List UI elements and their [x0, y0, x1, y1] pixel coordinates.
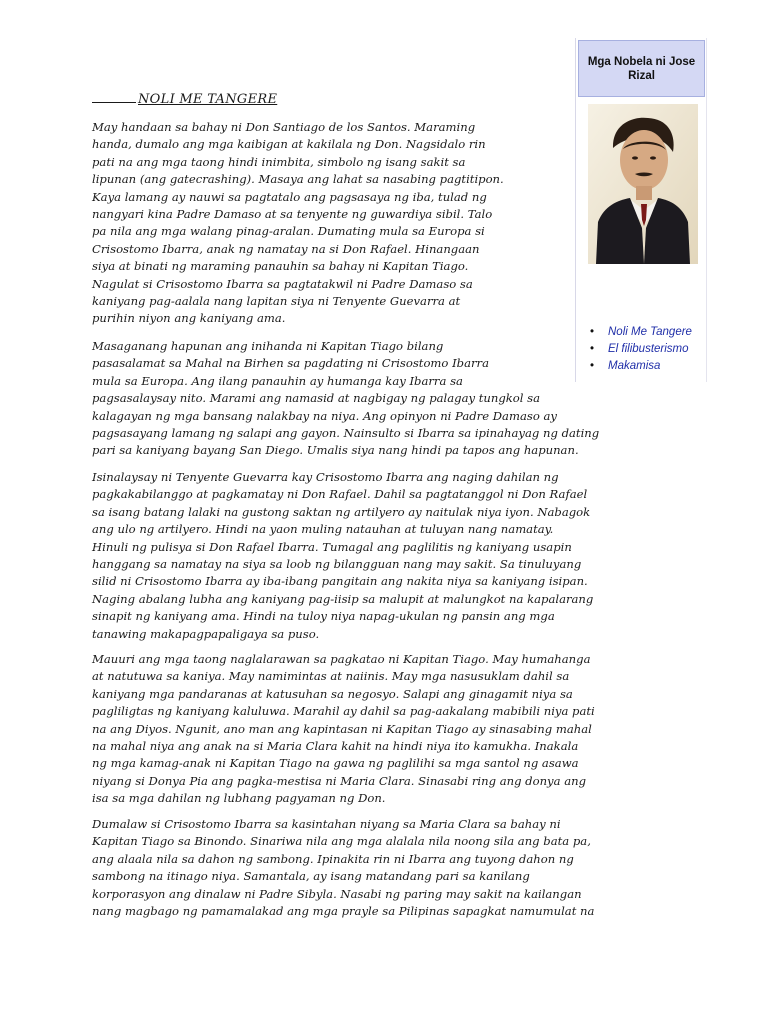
paragraph-line: Isinalaysay ni Tenyente Guevarra kay Crisostomo Ibarra ang naging dahilan ng: [92, 470, 559, 484]
paragraph-line: pagkakabilanggo at pagkamatay ni Don Rafael. Dahil sa pagtatanggol ni Don Rafael: [92, 487, 588, 502]
paragraph-line: pasasalamat sa Mahal na Birhen sa pagdating ni Crisostomo Ibarra: [92, 356, 489, 371]
paragraph-line: purihin niyon ang kaniyang ama.: [92, 311, 286, 326]
bullet-icon: •: [590, 326, 595, 338]
paragraph-line: kaniyang pag-aalala nang lapitan siya ni Tenyente Guevarra at: [92, 294, 461, 309]
sidebar-item[interactable]: [578, 324, 704, 341]
sidebar-item[interactable]: [578, 358, 704, 375]
paragraph-line: na ang Diyos. Ngunit, ano man ang kapintasan ni Kapitan Tiago ay sinasabing mahal: [92, 721, 592, 736]
paragraph-line: niyang si Donya Pia ang pagka-mestisa ni Maria Clara. Sinasabi ring ang donya ang: [92, 773, 587, 788]
paragraph-line: at natutuwa sa kaniya. May namimintas at naiinis. May mga nasusuklam dahil sa: [92, 669, 570, 684]
title-text: NOLI ME TANGERE: [138, 92, 278, 107]
paragraph-line: May handaan sa bahay ni Don Santiago de los Santos. Maraming: [92, 120, 476, 134]
paragraph-line: kalagayan ng mga bansang nalakbay na niya. Ang opinyon ni Padre Damaso ay: [92, 408, 557, 423]
paragraph: [92, 469, 593, 643]
sidebar-item-link[interactable]: Noli Me Tangere: [608, 326, 692, 338]
paragraph-line: Naging abalang lubha ang kaniyang pag-iisip sa malupit at malungkot na kapalarang: [92, 591, 594, 606]
paragraph-line: nangyari kina Padre Damaso at sa tenyente ng guwardiya sibil. Talo: [92, 207, 493, 222]
paragraph-line: tanawing makapagpapaligaya sa puso.: [92, 626, 320, 641]
paragraph-line: na mahal niya ang anak na si Maria Clara kahit na hindi niya ito kamukha. Inakala: [92, 739, 579, 754]
paragraph-line: pati na ang mga taong hindi inimbita, simbolo ng isang sakit sa: [92, 154, 466, 169]
paragraph-line: korporasyon ang dinalaw ni Padre Sibyla. Nasabi ng paring may sakit na kailangan: [92, 886, 582, 901]
paragraph-line: ang ulo ng artilyero. Hindi na yaon muling natauhan at tuluyan nang namatay.: [92, 522, 554, 537]
paragraph-line: ng mga kamag-anak ni Kapitan Tiago na gawa ng paglilihi sa mga santol ng asawa: [92, 756, 579, 771]
paragraph-line: silid ni Crisostomo Ibarra ay iba-ibang pangitain ang nakita niya sa kaniyang isipan.: [92, 574, 588, 589]
paragraph-line: sa isang batang lalaki na gustong saktan ng artilyero ay naitulak niya iyon. Nabagok: [92, 504, 591, 519]
paragraph-line: kaniyang mga pandaranas at katusuhan sa negosyo. Salapi ang ginagamit niya sa: [92, 686, 573, 701]
paragraph-line: nang magbago ng pamamalakad ang mga prayle sa Pilipinas sapagkat namumulat na: [92, 904, 595, 919]
bullet-icon: •: [590, 343, 595, 355]
paragraph: [92, 338, 599, 460]
jose-rizal-portrait-icon: [588, 104, 698, 264]
paragraph-line: Crisostomo Ibarra, anak ng namatay na si Don Rafael. Hinangaan: [92, 241, 480, 256]
paragraph-line: Masaganang hapunan ang inihanda ni Kapitan Tiago bilang: [92, 339, 444, 353]
paragraph-line: lipunan (ang gatecrashing). Masaya ang lahat sa nasabing pagtitipon.: [92, 172, 504, 187]
paragraph-line: sinapit ng kaniyang ama. Hindi na tuloy niya napag-ukulan ng pansin ang mga: [92, 609, 555, 624]
paragraph-line: Mauuri ang mga taong naglalarawan sa pagkatao ni Kapitan Tiago. May humahanga: [92, 652, 591, 666]
sidebar-item-link[interactable]: Makamisa: [608, 360, 661, 372]
sidebar-item[interactable]: [578, 341, 704, 358]
paragraph: [92, 816, 594, 920]
novels-list: [578, 324, 704, 375]
paragraph-line: hanggang sa namatay na siya sa loob ng bilangguan nang may sakit. Sa tinuluyang: [92, 557, 582, 572]
title-rule: [92, 102, 136, 103]
paragraph: [92, 119, 504, 328]
paragraph-line: Hinuli ng pulisya si Don Rafael Ibarra. Tumagal ang paglilitis ng kaniyang usapin: [92, 539, 572, 554]
paragraph-line: sambong na itinago niya. Samantala, ay isang matandang pari sa kanilang: [92, 869, 530, 884]
page-title: [92, 92, 277, 107]
paragraph-line: pagliligtas ng kaniyang kaluluwa. Marahil ay dahil sa pag-aakalang mabibili niya pati: [92, 704, 595, 719]
paragraph-line: Kapitan Tiago sa Binondo. Sinariwa nila ang mga alalala nila noong sila ang bata pa,: [92, 834, 591, 849]
paragraph-line: pagsasayang lamang ng salapi ang gayon. Nainsulto si Ibarra sa ipinahayag ng dating: [92, 426, 600, 441]
paragraph-line: pari sa kaniyang bayang San Diego. Umalis siya nang hindi pa tapos ang hapunan.: [92, 443, 579, 458]
novels-sidebar: [575, 38, 707, 382]
sidebar-item-link[interactable]: El filibusterismo: [608, 343, 689, 355]
paragraph-line: siya at binati ng maraming panauhin sa bahay ni Kapitan Tiago.: [92, 259, 469, 274]
paragraph-line: isa sa mga dahilan ng lubhang pagyaman ng Don.: [92, 791, 386, 806]
sidebar-header: Mga Nobela ni Jose Rizal: [578, 40, 705, 97]
paragraph-line: Nagulat si Crisostomo Ibarra sa pagtatakwil ni Padre Damaso sa: [92, 276, 473, 291]
paragraph: [92, 651, 595, 808]
bullet-icon: •: [590, 360, 595, 372]
paragraph-line: mula sa Europa. Ang ilang panauhin ay humanga kay Ibarra sa: [92, 373, 463, 388]
paragraph-line: ang alaala nila sa dahon ng sambong. Ipinakita rin ni Ibarra ang tuyong dahon ng: [92, 851, 574, 866]
paragraph-line: pa nila ang mga walang pinag-aralan. Dumating mula sa Europa si: [92, 224, 485, 239]
paragraph-line: handa, dumalo ang mga kaibigan at kakilala ng Don. Nagsidalo rin: [92, 137, 486, 152]
paragraph-line: pagsasalaysay nito. Marami ang namasid at nagbigay ng palagay tungkol sa: [92, 391, 541, 406]
paragraph-line: Dumalaw si Crisostomo Ibarra sa kasintahan niyang sa Maria Clara sa bahay ni: [92, 817, 561, 831]
paragraph-line: Kaya lamang ay nauwi sa pagtatalo ang pagsasaya ng iba, tulad ng: [92, 189, 487, 204]
